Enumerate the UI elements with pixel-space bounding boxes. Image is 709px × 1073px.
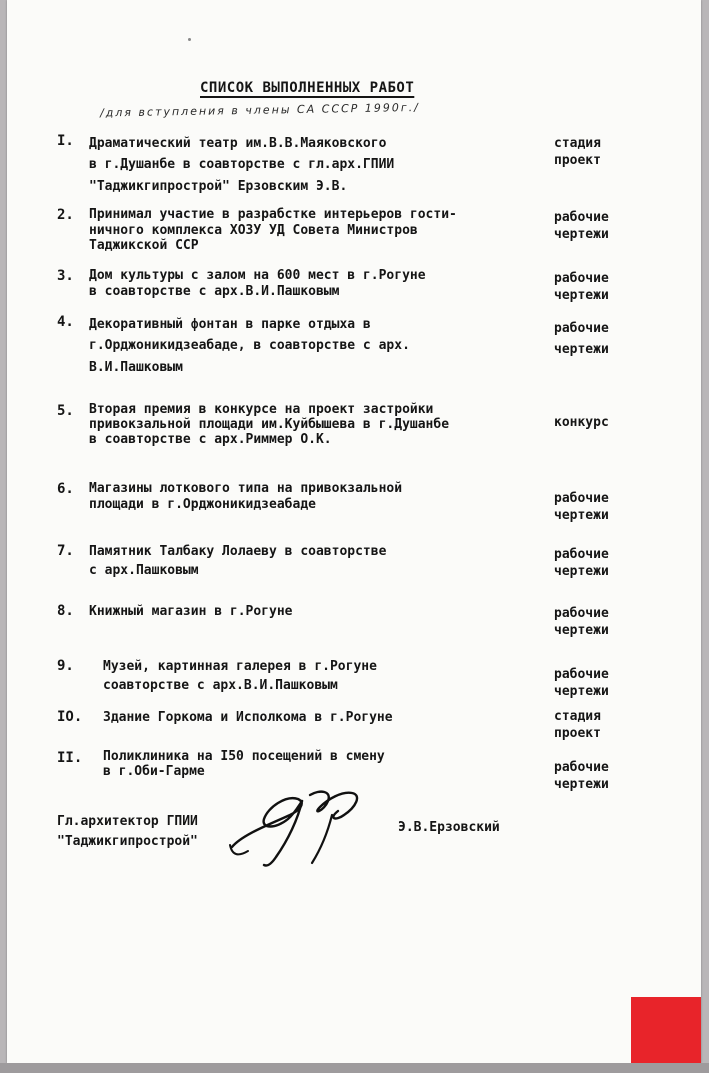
item-stage: рабочие чертежи [554, 547, 609, 579]
item-stage: рабочие чертежи [554, 271, 609, 303]
item-number: 7. [57, 543, 74, 559]
item-number: 5. [57, 403, 74, 419]
item-number: I. [57, 133, 74, 149]
page-bottom-strip [0, 1063, 709, 1073]
signer-position: Гл.архитектор ГПИИ "Таджикгипрострой" [57, 814, 198, 850]
item-text: Памятник Талбаку Лолаеву в соавторстве с арх.Пашковым [89, 544, 387, 578]
item-number: 3. [57, 268, 74, 284]
item-number: 9. [57, 658, 74, 674]
item-text: Здание Горкома и Исполкома в г.Рогуне [103, 710, 393, 725]
item-text: Драматический театр им.В.В.Маяковского в г.Душанбе в соавторстве с гл.арх.ГПИИ "Таджикгипрострой" Ерзовским Э.В. [89, 136, 395, 194]
handwritten-signature [228, 785, 378, 870]
item-text: Декоративный фонтан в парке отдыха в г.Орджоникидзеабаде, в соавторстве с арх. В.И.Пашковым [89, 317, 410, 375]
item-text: Магазины лоткового типа на привокзальной площади в г.Орджоникидзеабаде [89, 481, 403, 513]
document-subtitle-handwritten: /для вступления в члены СА СССР 1990г./ [99, 100, 420, 120]
item-number: II. [57, 750, 83, 766]
item-number: IO. [57, 709, 83, 725]
item-stage: рабочие чертежи [554, 760, 609, 792]
item-text: Поликлиника на I50 посещений в смену в г.Оби-Гарме [103, 749, 385, 779]
item-stage: стадия проект [554, 709, 601, 741]
item-number: 4. [57, 314, 74, 330]
item-stage: рабочие чертежи [554, 210, 609, 242]
item-stage: рабочие чертежи [554, 606, 609, 638]
item-text: Принимал участие в разрабстке интерьеров гости- ничного комплекса ХОЗУ УД Совета Министров Таджикской ССР [89, 207, 457, 254]
item-text: Дом культуры с залом на 600 мест в г.Рогуне в соавторстве с арх.В.И.Пашковым [89, 268, 426, 300]
item-text: Музей, картинная галерея в г.Рогуне соавторстве с арх.В.И.Пашковым [103, 659, 377, 693]
item-stage: рабочие чертежи [554, 667, 609, 699]
item-text: Книжный магазин в г.Рогуне [89, 604, 293, 619]
item-number: 2. [57, 207, 74, 223]
item-stage: стадия проект [554, 136, 601, 168]
signer-name: Э.В.Ерзовский [398, 820, 500, 835]
item-stage: конкурс [554, 415, 609, 430]
item-number: 6. [57, 481, 74, 497]
document-title: СПИСОК ВЫПОЛНЕННЫХ РАБОТ [200, 80, 415, 96]
item-number: 8. [57, 603, 74, 619]
item-stage: рабочие чертежи [554, 491, 609, 523]
item-text: Вторая премия в конкурсе на проект застройки привокзальной площади им.Куйбышева в г.Душанбе в соавторстве с арх.Риммер О.К. [89, 402, 450, 447]
item-stage: рабочие чертежи [554, 321, 609, 357]
